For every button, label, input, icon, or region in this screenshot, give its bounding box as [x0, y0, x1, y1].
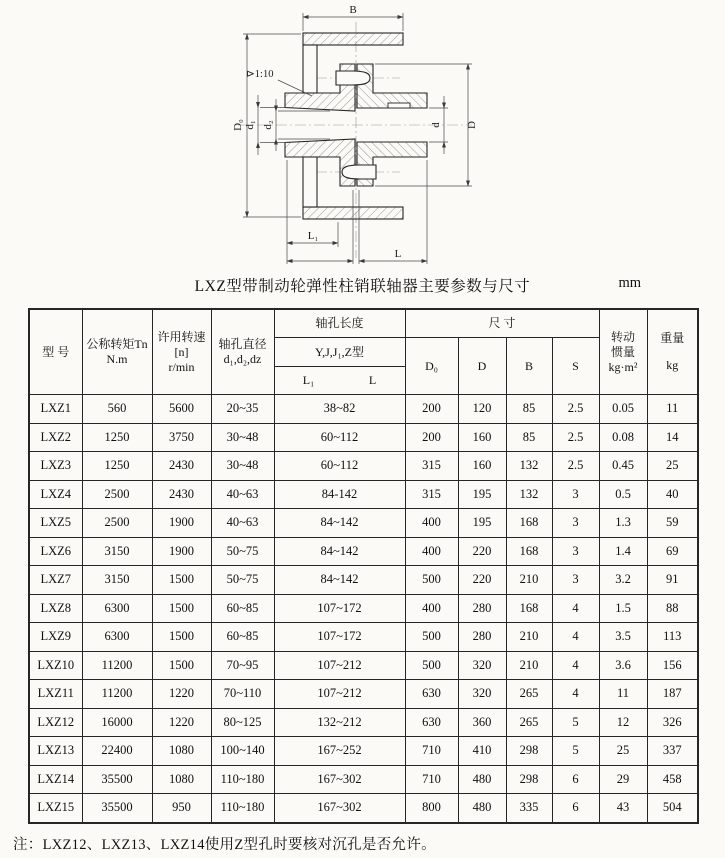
- inertia-line2: 惯量: [611, 344, 636, 359]
- table-cell: 480: [458, 765, 506, 794]
- table-cell: 504: [647, 794, 698, 823]
- unit-label: mm: [618, 275, 641, 291]
- table-cell: 25: [647, 452, 698, 481]
- dim-label-d2: d₂: [262, 120, 274, 130]
- col-header-B: B: [506, 338, 552, 395]
- table-cell: 29: [599, 765, 647, 794]
- col-header-inertia: [599, 309, 647, 395]
- table-cell: 400: [405, 509, 458, 538]
- table-cell: 320: [458, 651, 506, 680]
- table-cell: 298: [506, 737, 552, 766]
- table-cell: 168: [506, 537, 552, 566]
- table-cell: 1500: [152, 651, 211, 680]
- table-cell: 480: [458, 794, 506, 823]
- table-cell: 35500: [82, 794, 152, 823]
- table-cell: 1080: [152, 765, 211, 794]
- col-header-L1-L: [274, 367, 405, 395]
- weight-line2: kg: [666, 358, 679, 372]
- table-cell: 6300: [82, 623, 152, 652]
- table-cell: 120: [458, 395, 506, 424]
- table-cell: 59: [647, 509, 698, 538]
- table-cell: 1220: [152, 680, 211, 709]
- table-cell: 400: [405, 594, 458, 623]
- table-cell: 210: [506, 566, 552, 595]
- table-cell: 11200: [82, 651, 152, 680]
- table-cell: 167~302: [274, 765, 405, 794]
- table-cell: 710: [405, 765, 458, 794]
- table-cell: 298: [506, 765, 552, 794]
- table-cell: LXZ4: [29, 480, 82, 509]
- table-cell: 4: [552, 680, 599, 709]
- table-row: [29, 765, 698, 794]
- table-cell: 5: [552, 708, 599, 737]
- table-cell: LXZ3: [29, 452, 82, 481]
- table-cell: 6300: [82, 594, 152, 623]
- table-cell: 2.5: [552, 452, 599, 481]
- table-cell: 110~180: [211, 765, 274, 794]
- col-header-speed: [152, 309, 211, 395]
- dim-label-D: D: [466, 121, 478, 129]
- table-cell: 132~212: [274, 708, 405, 737]
- table-cell: 11: [599, 680, 647, 709]
- table-cell: 2430: [152, 452, 211, 481]
- table-cell: 265: [506, 708, 552, 737]
- table-cell: 35500: [82, 765, 152, 794]
- table-cell: 2.5: [552, 423, 599, 452]
- table-cell: 200: [405, 423, 458, 452]
- table-cell: 80~125: [211, 708, 274, 737]
- table-row: [29, 423, 698, 452]
- table-cell: 70~110: [211, 680, 274, 709]
- table-cell: 40~63: [211, 480, 274, 509]
- table-cell: 50~75: [211, 537, 274, 566]
- table-cell: 458: [647, 765, 698, 794]
- table-cell: 43: [599, 794, 647, 823]
- table-row: [29, 680, 698, 709]
- table-row: [29, 480, 698, 509]
- page-title: LXZ型带制动轮弹性柱销联轴器主要参数与尺寸: [194, 278, 531, 295]
- table-cell: 3: [552, 509, 599, 538]
- table-cell: 3150: [82, 537, 152, 566]
- speed-line1: 许用转速: [157, 329, 206, 344]
- weight-line1: 重量: [660, 331, 685, 345]
- table-cell: 1500: [152, 566, 211, 595]
- table-cell: 3.6: [599, 651, 647, 680]
- table-cell: 107~172: [274, 594, 405, 623]
- speed-line3: r/min: [168, 359, 195, 374]
- col-header-dimensions: 尺 寸: [405, 309, 599, 338]
- table-cell: 160: [458, 423, 506, 452]
- table-cell: 630: [405, 680, 458, 709]
- table-cell: 14: [647, 423, 698, 452]
- table-cell: LXZ8: [29, 594, 82, 623]
- bore-dia-line1: 轴孔直径: [218, 337, 267, 351]
- table-cell: 500: [405, 651, 458, 680]
- table-cell: 3750: [152, 423, 211, 452]
- table-cell: 1900: [152, 537, 211, 566]
- table-cell: 16000: [82, 708, 152, 737]
- table-cell: 25: [599, 737, 647, 766]
- table-cell: 40~63: [211, 509, 274, 538]
- table-cell: 5600: [152, 395, 211, 424]
- title-row: [0, 274, 725, 298]
- table-cell: 84-142: [274, 480, 405, 509]
- table-cell: 1250: [82, 452, 152, 481]
- table-cell: 1.4: [599, 537, 647, 566]
- table-cell: 1.3: [599, 509, 647, 538]
- table-cell: 630: [405, 708, 458, 737]
- table-cell: 1220: [152, 708, 211, 737]
- table-cell: 12: [599, 708, 647, 737]
- table-cell: LXZ6: [29, 537, 82, 566]
- dim-label-B: B: [349, 4, 357, 16]
- table-cell: 210: [506, 651, 552, 680]
- table-cell: 4: [552, 594, 599, 623]
- table-cell: 2500: [82, 509, 152, 538]
- table-cell: 220: [458, 537, 506, 566]
- table-header: [29, 309, 698, 395]
- table-cell: 280: [458, 594, 506, 623]
- dim-label-D0: D₀: [232, 119, 244, 131]
- dimension-lines: [243, 13, 472, 264]
- spec-table: [28, 308, 699, 824]
- table-cell: 167~302: [274, 794, 405, 823]
- table-cell: 168: [506, 594, 552, 623]
- table-cell: 710: [405, 737, 458, 766]
- table-row: [29, 395, 698, 424]
- table-cell: 30~48: [211, 423, 274, 452]
- header-L: L: [368, 373, 377, 387]
- table-cell: 6: [552, 794, 599, 823]
- table-cell: 210: [506, 623, 552, 652]
- table-cell: 500: [405, 566, 458, 595]
- table-cell: LXZ7: [29, 566, 82, 595]
- table-cell: 132: [506, 480, 552, 509]
- table-cell: 1.5: [599, 594, 647, 623]
- inertia-line1: 转动: [611, 329, 636, 344]
- table-cell: 160: [458, 452, 506, 481]
- table-cell: 30~48: [211, 452, 274, 481]
- table-cell: 6: [552, 765, 599, 794]
- table-row: [29, 537, 698, 566]
- table-cell: 3150: [82, 566, 152, 595]
- table-cell: 11: [647, 395, 698, 424]
- col-header-torque: [82, 309, 152, 395]
- table-row: [29, 509, 698, 538]
- footnote: 注：LXZ12、LXZ13、LXZ14使用Z型孔时要核对沉孔是否允许。: [13, 837, 436, 853]
- table-cell: 5: [552, 737, 599, 766]
- table-cell: 20~35: [211, 395, 274, 424]
- table-cell: 1500: [152, 623, 211, 652]
- table-row: [29, 594, 698, 623]
- table-cell: LXZ1: [29, 395, 82, 424]
- table-cell: LXZ9: [29, 623, 82, 652]
- col-header-S: S: [552, 338, 599, 395]
- table-row: [29, 794, 698, 823]
- dim-label-L: L: [394, 248, 402, 260]
- table-body: [29, 395, 698, 823]
- bore-dia-line2: d₁,d₂,dz: [223, 352, 262, 366]
- table-cell: 1250: [82, 423, 152, 452]
- table-cell: 3: [552, 566, 599, 595]
- table-cell: 360: [458, 708, 506, 737]
- col-header-bore-types: Y,J,J₁,Z型: [274, 338, 405, 367]
- table-cell: 84~142: [274, 537, 405, 566]
- table-cell: LXZ11: [29, 680, 82, 709]
- table-cell: 11200: [82, 680, 152, 709]
- coupling-section-drawing: [0, 0, 725, 272]
- table-cell: 60~112: [274, 452, 405, 481]
- table-cell: 4: [552, 651, 599, 680]
- table-cell: 110~180: [211, 794, 274, 823]
- table-cell: 3.5: [599, 623, 647, 652]
- table-cell: 220: [458, 566, 506, 595]
- table-cell: 22400: [82, 737, 152, 766]
- table-cell: 70~95: [211, 651, 274, 680]
- table-cell: 1080: [152, 737, 211, 766]
- table-cell: LXZ15: [29, 794, 82, 823]
- table-cell: 50~75: [211, 566, 274, 595]
- table-cell: 4: [552, 623, 599, 652]
- table-cell: 2.5: [552, 395, 599, 424]
- table-cell: 107~212: [274, 680, 405, 709]
- dim-label-d: d: [430, 122, 442, 128]
- table-cell: 195: [458, 480, 506, 509]
- table-cell: 167~252: [274, 737, 405, 766]
- keyway: [388, 103, 410, 108]
- table-cell: 113: [647, 623, 698, 652]
- table-row: [29, 452, 698, 481]
- table-cell: 85: [506, 395, 552, 424]
- table-cell: 315: [405, 480, 458, 509]
- table-cell: 410: [458, 737, 506, 766]
- table-cell: 3: [552, 480, 599, 509]
- table-cell: 0.08: [599, 423, 647, 452]
- table-cell: 326: [647, 708, 698, 737]
- col-header-bore-length: 轴孔长度: [274, 309, 405, 338]
- table-cell: 320: [458, 680, 506, 709]
- col-header-D: D: [458, 338, 506, 395]
- table-row: [29, 737, 698, 766]
- header-L1: L₁: [302, 373, 315, 387]
- table-cell: LXZ10: [29, 651, 82, 680]
- table-cell: 2430: [152, 480, 211, 509]
- table-cell: 60~85: [211, 623, 274, 652]
- table-cell: 2500: [82, 480, 152, 509]
- table-cell: 950: [152, 794, 211, 823]
- table-cell: 195: [458, 509, 506, 538]
- table-row: [29, 623, 698, 652]
- table-cell: 337: [647, 737, 698, 766]
- table-cell: 1900: [152, 509, 211, 538]
- table-cell: 335: [506, 794, 552, 823]
- table-cell: 85: [506, 423, 552, 452]
- col-header-bore-diameter: [211, 309, 274, 395]
- table-cell: 91: [647, 566, 698, 595]
- inertia-line3: kg·m²: [608, 359, 638, 374]
- table-cell: 500: [405, 623, 458, 652]
- table-cell: 107~172: [274, 623, 405, 652]
- table-cell: 88: [647, 594, 698, 623]
- table-cell: 60~85: [211, 594, 274, 623]
- table-cell: LXZ12: [29, 708, 82, 737]
- table-cell: LXZ2: [29, 423, 82, 452]
- table-cell: 156: [647, 651, 698, 680]
- speed-line2: [n]: [174, 344, 189, 359]
- table-cell: 800: [405, 794, 458, 823]
- table-row: [29, 651, 698, 680]
- table-cell: LXZ14: [29, 765, 82, 794]
- table-cell: 60~112: [274, 423, 405, 452]
- table-cell: 84~142: [274, 566, 405, 595]
- table-cell: 265: [506, 680, 552, 709]
- table-cell: LXZ5: [29, 509, 82, 538]
- table-row: [29, 566, 698, 595]
- dim-label-L1: L₁: [307, 230, 319, 242]
- table-cell: 168: [506, 509, 552, 538]
- col-header-D0: D₀: [405, 338, 458, 395]
- table-row: [29, 708, 698, 737]
- table-cell: 560: [82, 395, 152, 424]
- table-cell: 100~140: [211, 737, 274, 766]
- taper-label: ⊳1:10: [246, 69, 274, 80]
- table-cell: 3: [552, 537, 599, 566]
- col-header-weight: [647, 309, 698, 395]
- table-cell: 0.5: [599, 480, 647, 509]
- dim-label-d1: d₁: [244, 120, 256, 130]
- table-cell: 187: [647, 680, 698, 709]
- table-cell: 280: [458, 623, 506, 652]
- table-cell: 400: [405, 537, 458, 566]
- table-cell: 69: [647, 537, 698, 566]
- table-cell: 315: [405, 452, 458, 481]
- table-cell: LXZ13: [29, 737, 82, 766]
- table-cell: 0.45: [599, 452, 647, 481]
- table-cell: 84~142: [274, 509, 405, 538]
- table-cell: 0.05: [599, 395, 647, 424]
- torque-line2: N.m: [106, 352, 128, 366]
- torque-line1: 公称转矩Tn: [86, 337, 148, 351]
- table-cell: 40: [647, 480, 698, 509]
- table-cell: 200: [405, 395, 458, 424]
- table-cell: 132: [506, 452, 552, 481]
- col-header-model: 型 号: [29, 309, 82, 395]
- table-cell: 38~82: [274, 395, 405, 424]
- table-cell: 107~212: [274, 651, 405, 680]
- table-cell: 3.2: [599, 566, 647, 595]
- table-cell: 1500: [152, 594, 211, 623]
